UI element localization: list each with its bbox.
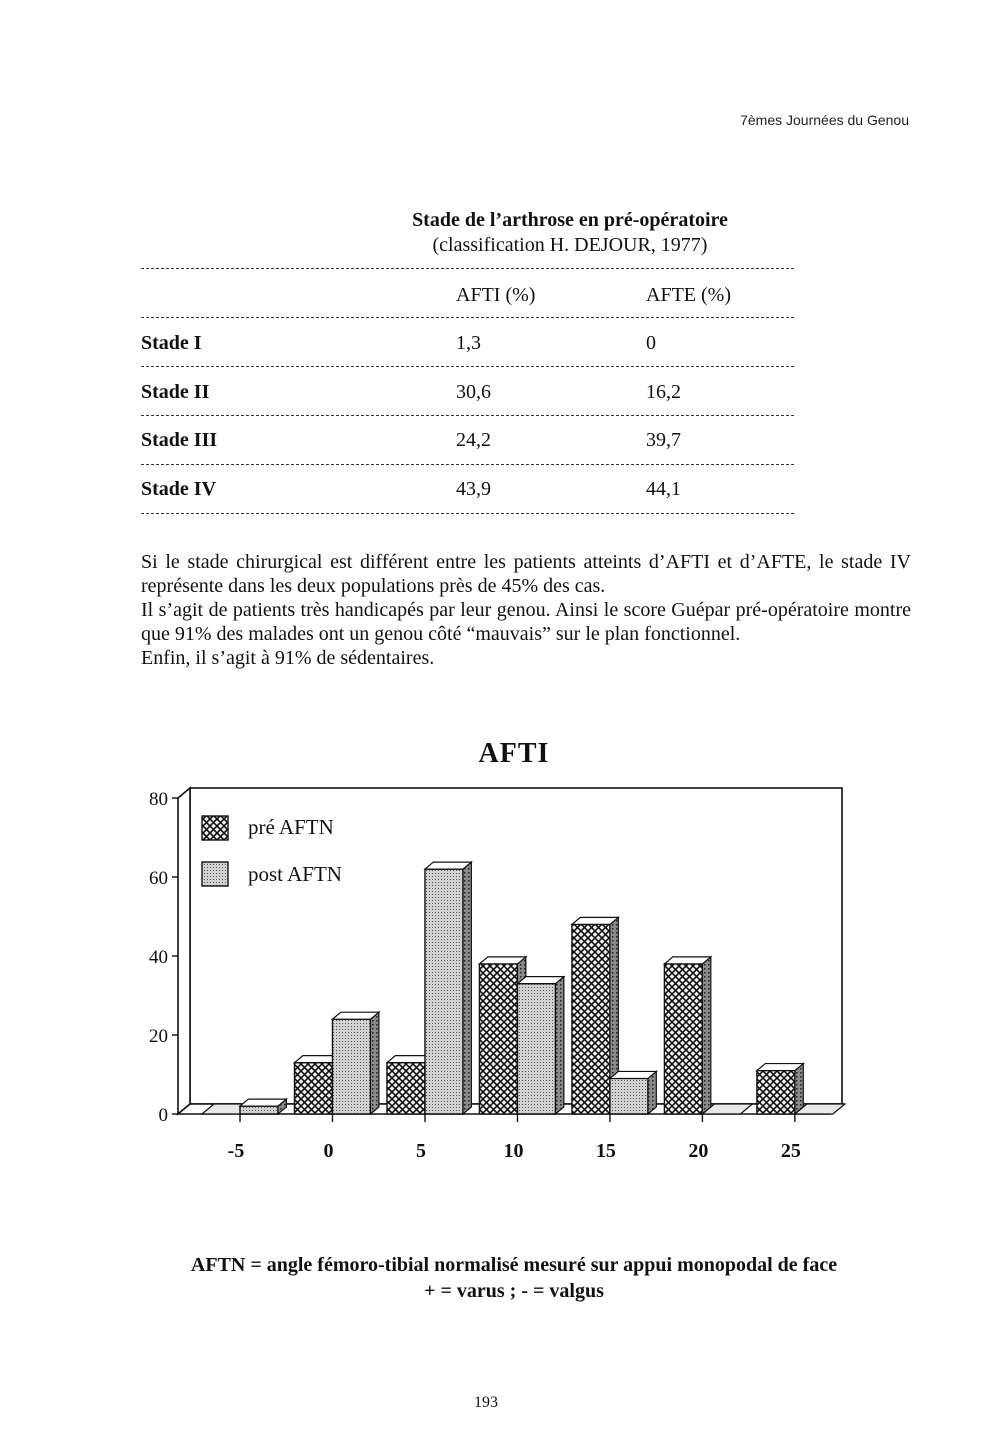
bar-post — [240, 1099, 286, 1114]
table-subtitle: (classification H. DEJOUR, 1977) — [432, 234, 708, 256]
y-tick-label: 20 — [149, 1026, 168, 1047]
cell-afti: 43,9 — [456, 478, 491, 500]
column-header-afte: AFTE (%) — [646, 284, 731, 306]
x-tick-label: 25 — [780, 1140, 801, 1162]
bar-top — [479, 957, 525, 964]
cell-afte: 44,1 — [646, 478, 681, 500]
paragraph-line: Si le stade chirurgical est différent entre les patients atteints d’AFTI et d’AFTE, le stade IV représente dans les deux populations près de 45% des cas. — [141, 551, 911, 597]
cell-afte: 39,7 — [646, 429, 681, 451]
row-label: Stade II — [141, 381, 210, 403]
bar-front — [517, 984, 555, 1114]
page-number: 193 — [474, 1394, 498, 1411]
y-tick-label: 0 — [158, 1105, 168, 1126]
bar-post — [610, 1071, 656, 1114]
bar-front — [664, 964, 702, 1114]
row-label: Stade IV — [141, 478, 217, 500]
bar-pre — [757, 1064, 803, 1114]
figure-footnote — [0, 1252, 987, 1304]
x-tick-label: 10 — [503, 1140, 524, 1162]
bar-top — [240, 1099, 286, 1106]
bar-top — [757, 1064, 803, 1071]
chart-title: AFTI — [478, 738, 550, 769]
legend-label-post: post AFTN — [248, 862, 342, 886]
bar-front — [240, 1106, 278, 1114]
row-label: Stade I — [141, 332, 202, 354]
bar-side — [463, 862, 471, 1114]
bar-front — [387, 1063, 425, 1114]
side-wall — [178, 788, 190, 1114]
bar-post — [332, 1012, 378, 1114]
cell-afte: 16,2 — [646, 381, 681, 403]
bar-front — [572, 924, 610, 1114]
bar-front — [479, 964, 517, 1114]
bar-top — [664, 957, 710, 964]
bar-side — [702, 957, 710, 1114]
bar-post — [517, 977, 563, 1114]
y-tick-label: 60 — [149, 868, 168, 889]
bar-front — [294, 1063, 332, 1114]
table-title: Stade de l’arthrose en pré-opératoire — [412, 209, 728, 231]
x-tick-label: 0 — [323, 1140, 334, 1162]
x-tick-label: 15 — [595, 1140, 616, 1162]
bar-side — [795, 1064, 803, 1114]
bar-side — [370, 1012, 378, 1114]
bar-top — [517, 977, 563, 984]
y-tick-label: 80 — [149, 789, 168, 810]
legend-label-pre: pré AFTN — [248, 815, 334, 839]
cell-afti: 30,6 — [456, 381, 491, 403]
running-header: 7èmes Journées du Genou — [740, 112, 909, 128]
bar-top — [610, 1071, 656, 1078]
bar-top — [425, 862, 471, 869]
cell-afte: 0 — [646, 332, 656, 354]
bar-pre — [664, 957, 710, 1114]
column-header-afti: AFTI (%) — [456, 284, 536, 306]
bar-front — [757, 1071, 795, 1114]
legend-swatch-pre — [202, 816, 228, 840]
paragraph-line: Il s’agit de patients très handicapés par leur genou. Ainsi le score Guépar pré-opératoire montre que 91% des malades ont un genou côté “mauvais” sur le plan fonctionnel. — [141, 599, 911, 645]
x-tick-label: 20 — [688, 1140, 709, 1162]
x-tick-label: -5 — [227, 1140, 245, 1162]
bar-front — [332, 1019, 370, 1114]
bar-front — [425, 869, 463, 1114]
bar-top — [572, 917, 618, 924]
legend-swatch-post — [202, 862, 228, 886]
cell-afti: 24,2 — [456, 429, 491, 451]
bar-top — [332, 1012, 378, 1019]
bar-front — [610, 1078, 648, 1114]
paragraph-line: Enfin, il s’agit à 91% de sédentaires. — [141, 647, 435, 669]
footnote-line-2: + = varus ; - = valgus — [424, 1280, 604, 1302]
bar-post — [425, 862, 471, 1114]
x-tick-label: 5 — [415, 1140, 426, 1162]
row-label: Stade III — [141, 429, 218, 451]
bar-side — [555, 977, 563, 1114]
footnote-line-1: AFTN = angle fémoro-tibial normalisé mesuré sur appui monopodal de face — [190, 1254, 838, 1276]
y-tick-label: 40 — [149, 947, 168, 968]
cell-afti: 1,3 — [456, 332, 481, 354]
